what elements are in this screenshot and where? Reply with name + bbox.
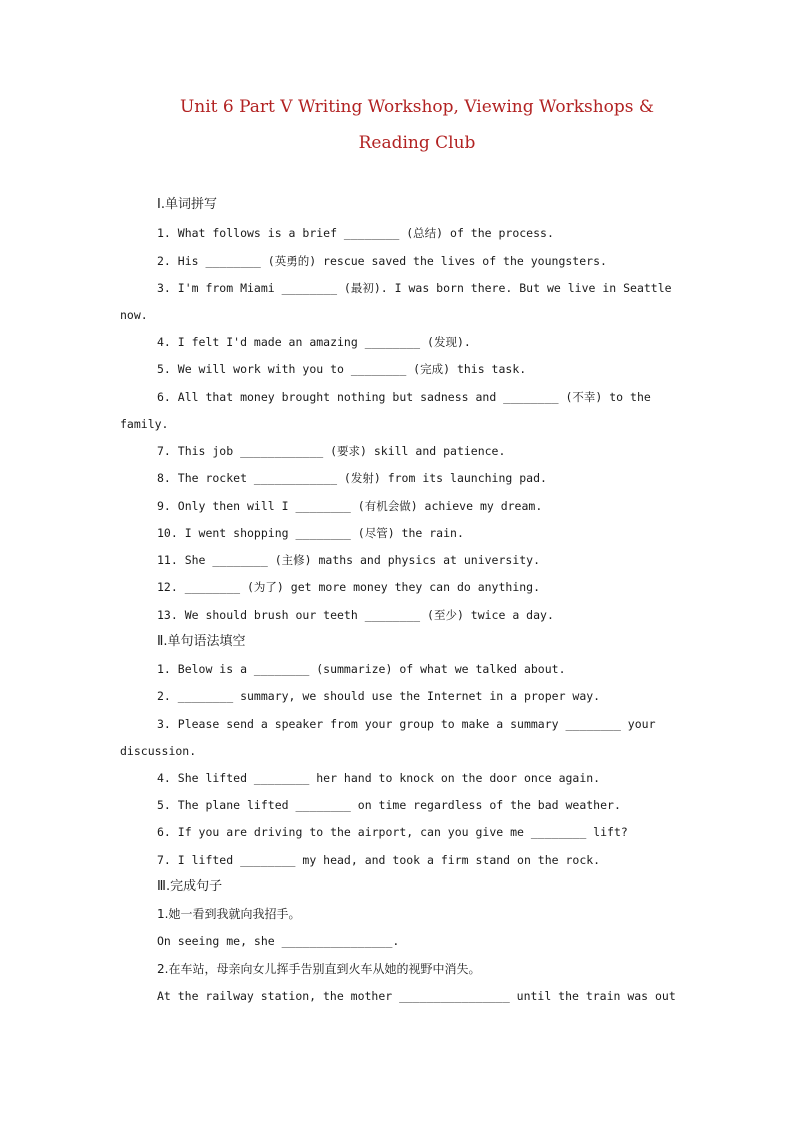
s2-item-4: 4. She lifted ________ her hand to knock on the door once again. xyxy=(157,771,601,785)
s1-item-11: 11. She ________ (主修) maths and physics at university. xyxy=(157,553,541,567)
s3-item-2-prompt: 2.在车站，母亲向女儿挥手告别直到火车从她的视野中消失。 xyxy=(157,962,481,976)
s1-item-5: 5. We will work with you to ________ (完成) this task. xyxy=(157,362,527,376)
section-3-heading: Ⅲ.完成句子 xyxy=(157,879,223,894)
s1-item-4: 4. I felt I'd made an amazing ________ (发现). xyxy=(157,335,471,349)
s1-item-10: 10. I went shopping ________ (尽管) the rain. xyxy=(157,526,464,540)
title-line-1: Unit 6 Part V Writing Workshop, Viewing Workshops & xyxy=(179,97,655,117)
section-1-heading: Ⅰ.单词拼写 xyxy=(157,197,217,212)
s1-item-2: 2. His ________ (英勇的) rescue saved the lives of the youngsters. xyxy=(157,254,607,268)
s3-item-1-prompt: 1.她一看到我就向我招手。 xyxy=(157,907,301,921)
s1-item-6-cont: family. xyxy=(120,417,169,431)
s2-item-5: 5. The plane lifted ________ on time regardless of the bad weather. xyxy=(157,798,621,812)
title-line-2: Reading Club xyxy=(358,133,476,153)
s1-item-7: 7. This job ____________ (要求) skill and patience. xyxy=(157,444,506,458)
s1-item-9: 9. Only then will I ________ (有机会做) achieve my dream. xyxy=(157,499,543,513)
s2-item-3: 3. Please send a speaker from your group to make a summary ________ your xyxy=(157,717,656,731)
s1-item-13: 13. We should brush our teeth ________ (至少) twice a day. xyxy=(157,608,554,622)
s2-item-1: 1. Below is a ________ (summarize) of what we talked about. xyxy=(157,662,566,676)
s1-item-8: 8. The rocket ____________ (发射) from its launching pad. xyxy=(157,471,547,485)
s2-item-7: 7. I lifted ________ my head, and took a firm stand on the rock. xyxy=(157,853,601,867)
s1-item-1: 1. What follows is a brief ________ (总结) of the process. xyxy=(157,226,554,240)
s2-item-3-cont: discussion. xyxy=(120,744,197,758)
s1-item-3-cont: now. xyxy=(120,308,148,322)
s3-item-2-answer: At the railway station, the mother ________________ until the train was out xyxy=(157,989,676,1003)
s2-item-2: 2. ________ summary, we should use the Internet in a proper way. xyxy=(157,689,601,703)
s3-item-1-answer: On seeing me, she ________________. xyxy=(157,934,400,948)
s1-item-12: 12. ________ (为了) get more money they can do anything. xyxy=(157,580,541,594)
s1-item-6: 6. All that money brought nothing but sadness and ________ (不幸) to the xyxy=(157,390,651,404)
s2-item-6: 6. If you are driving to the airport, can you give me ________ lift? xyxy=(157,825,628,839)
section-2-heading: Ⅱ.单句语法填空 xyxy=(157,634,246,649)
s1-item-3: 3. I'm from Miami ________ (最初). I was born there. But we live in Seattle xyxy=(157,281,672,295)
